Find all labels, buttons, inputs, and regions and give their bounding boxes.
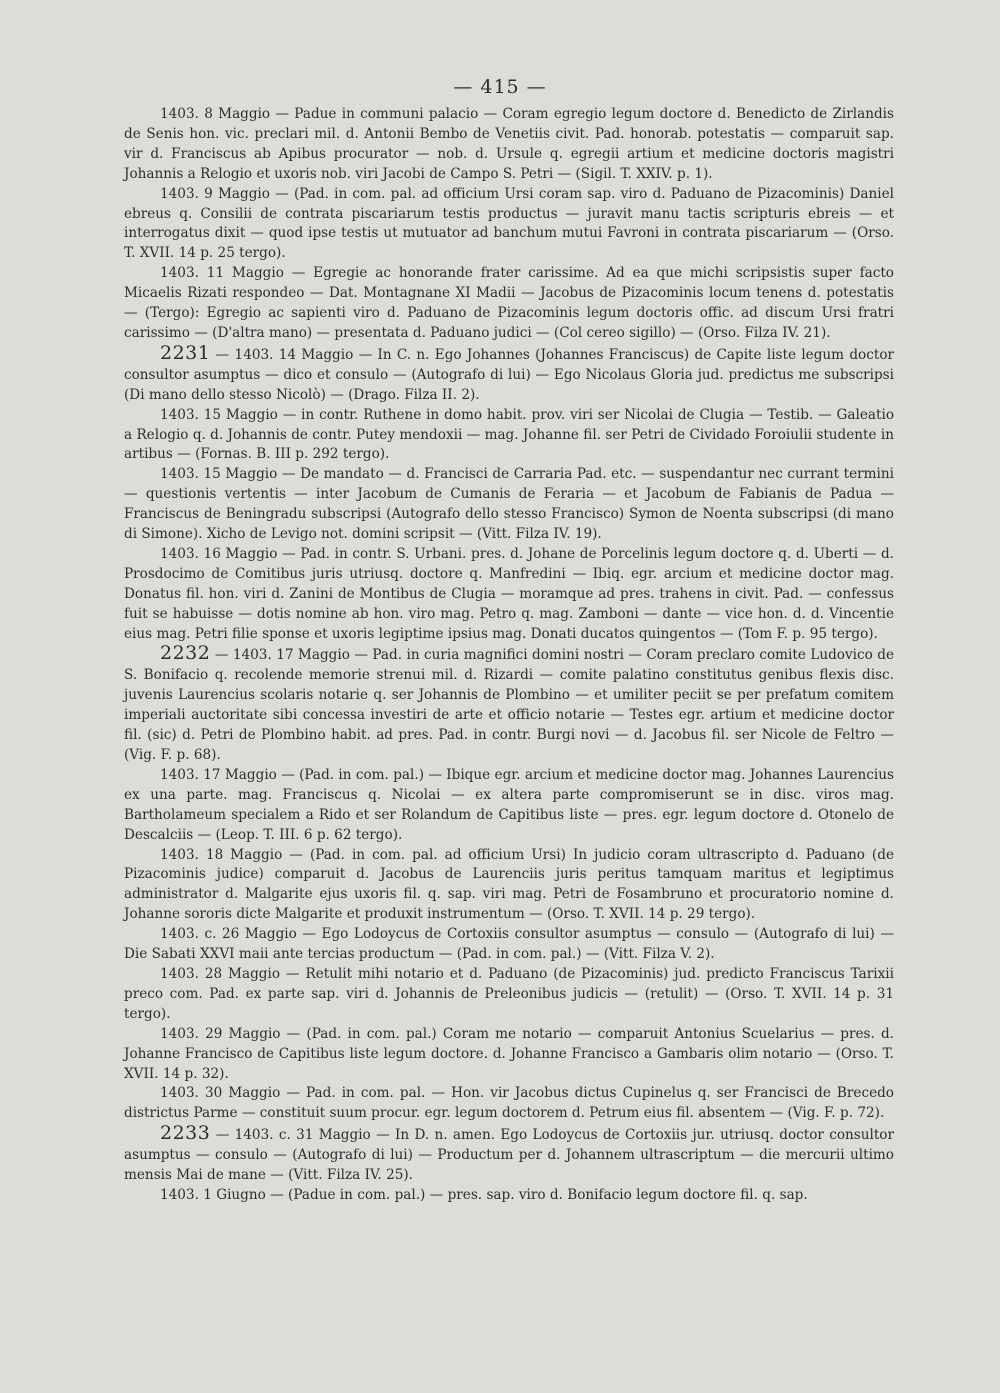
document-entry: 2231 — 1403. 14 Maggio — In C. n. Ego Johannes (Johannes Franciscus) de Capite liste legum doctor consultor asumptus — dico et consulo — (Autografo di lui) — Ego Nicolaus Gloria jud. predictus me subscripsi (Di mano dello stesso Nicolò) — (Drago. Filza II. 2).	[124, 341, 894, 403]
paragraph: 1403. 30 Maggio — Pad. in com. pal. — Hon. vir Jacobus dictus Cupinelus q. ser Francisci de Brecedo districtus Parme — constituit suum procur. egr. legum doctorem d. Petrum eius fil. absentem — (Vig. F. p. 72).	[124, 1085, 894, 1122]
paragraph: 1403. 11 Maggio — Egregie ac honorande frater carissime. Ad ea que michi scripsistis super facto Micaelis Rizati respondeo — Dat. Montagnane XI Madii — Jacobus de Pizacominis locum tenens d. potestatis — (Tergo): Egregio ac sapienti viro d. Paduano de Pizacominis legum doctoris offic. ad discum Ursi fratri carissimo — (D'altra mano) — presentata d. Paduano judici — (Col cereo sigillo) — (Orso. Filza IV. 21).	[124, 265, 894, 341]
document-body	[124, 105, 894, 1206]
paragraph: 1403. 18 Maggio — (Pad. in com. pal. ad officium Ursi) In judicio coram ultrascripto d. Paduano (de Pizacominis judice) comparuit d. Jacobus de Laurenciis juris peritus tamquam maritus et legiptimus administrator d. Malgarite ejus uxoris fil. q. sap. viri mag. Petri de Fosambruno et procuratorio nomine d. Johanne sororis dicte Malgarite et produxit instrumentum — (Orso. T. XVII. 14 p. 29 tergo).	[124, 846, 894, 923]
paragraph: 1403. 28 Maggio — Retulit mihi notario et d. Paduano (de Pizacominis) jud. predicto Franciscus Tarixii preco com. Pad. ex parte sap. viri d. Johannis de Preleonibus judicis — (retulit) — (Orso. T. XVII. 14 p. 31 tergo).	[124, 965, 894, 1022]
paragraph: 1403. 16 Maggio — Pad. in contr. S. Urbani. pres. d. Johane de Porcelinis legum doctore q. d. Uberti — d. Prosdocimo de Comitibus juris utriusq. doctore q. Manfredini — Ibiq. egr. arcium et medicine doctor mag. Donatus fil. hon. viri d. Zanini de Montibus de Clugia — moramque ad pres. trahens in civit. Pad. — confessus fuit se habuisse — dotis nomine ab hon. viro mag. Petro q. mag. Zamboni — dante — vice hon. d. d. Vincentie eius mag. Petri filie sponse et uxoris legiptime ipsius mag. Donati ducatos quingentos — (Tom F. p. 95 tergo).	[124, 545, 894, 642]
paragraph: 1403. 15 Maggio — De mandato — d. Francisci de Carraria Pad. etc. — suspendantur nec currant termini — questionis vertentis — inter Jacobum de Cumanis de Feraria — et Jacobum de Fabianis de Padua — Franciscus de Beningradu subscripsi (Autografo dello stesso Francisco) Symon de Noenta subscripsi (di mano di Simone). Xicho de Levigo not. domini scripsit — (Vitt. Filza IV. 19).	[124, 466, 894, 543]
paragraph: 1403. 9 Maggio — (Pad. in com. pal. ad officium Ursi coram sap. viro d. Paduano de Pizacominis) Daniel ebreus q. Consilii de contrata piscariarum testis productus — juravit manu tactis scripturis ebreis — et interrogatus dixit — quod ipse testis ut mutuator ad banchum mutui Favroni in contrata piscariarum — (Orso. T. XVII. 14 p. 25 tergo).	[124, 185, 894, 262]
document-entry: 2232 — 1403. 17 Maggio — Pad. in curia magnifici domini nostri — Coram preclaro comite Ludovico de S. Bonifacio q. recolende memorie strenui mil. d. Rizardi — comite palatino constitutus genibus flexis disc. juvenis Laurencius scolaris notarie q. ser Johannis de Plombino — et umiliter peciit se per prefatum comitem imperiali auctoritate sibi concessa investiri de arte et officio notarie — Testes egr. artium et medicine doctor fil. (sic) d. Petri de Plombino habit. ad pres. Pad. in contr. Burgi novi — d. Jacobus fil. ser Nicole de Feltro — (Vig. F. p. 68).	[124, 642, 894, 763]
document-entry: 2233 — 1403. c. 31 Maggio — In D. n. amen. Ego Lodoycus de Cortoxiis jur. utriusq. doctor consultor asumptus — consulo — (Autografo di lui) — Productum per d. Johannem ultrascriptum — die mercurii ultimo mensis Mai de mane — (Vitt. Filza IV. 25).	[124, 1122, 894, 1184]
paragraph: 1403. 29 Maggio — (Pad. in com. pal.) Coram me notario — comparuit Antonius Scuelarius — pres. d. Johanne Francisco de Capitibus liste legum doctore. d. Johanne Francisco a Gambaris olim notario — (Orso. T. XVII. 14 p. 32).	[124, 1025, 894, 1082]
document-number: 2233	[160, 1122, 211, 1145]
paragraph: 1403. c. 26 Maggio — Ego Lodoycus de Cortoxiis consultor asumptus — consulo — (Autografo di lui) — Die Sabati XXVI maii ante tercias productum — (Pad. in com. pal.) — (Vitt. Filza V. 2).	[124, 926, 894, 963]
page-number: — 415 —	[453, 76, 547, 98]
document-number: 2231	[160, 341, 211, 364]
paragraph: 1403. 8 Maggio — Padue in communi palacio — Coram egregio legum doctore d. Benedicto de Zirlandis de Senis hon. vic. preclari mil. d. Antonii Bembo de Venetiis civit. Pad. honorab. potestatis — comparuit sap. vir d. Franciscus ab Apibus procurator — nob. d. Ursule q. egregii artium et medicine doctoris magistri Johannis a Relogio et uxoris nob. viri Jacobi de Campo S. Petri — (Sigil. T. XXIV. p. 1).	[124, 106, 894, 182]
paragraph: 1403. 17 Maggio — (Pad. in com. pal.) — Ibique egr. arcium et medicine doctor mag. Johannes Laurencius ex una parte. mag. Franciscus q. Nicolai — ex altera parte compromiserunt se in disc. viros mag. Bartholameum specialem a Rido et ser Rolandum de Capitibus liste — pres. egr. legum doctore d. Otonelo de Descalciis — (Leop. T. III. 6 p. 62 tergo).	[124, 766, 894, 843]
paragraph: 1403. 1 Giugno — (Padue in com. pal.) — pres. sap. viro d. Bonifacio legum doctore fil. q. sap.	[160, 1186, 808, 1203]
document-number: 2232	[160, 642, 211, 665]
paragraph: 1403. 15 Maggio — in contr. Ruthene in domo habit. prov. viri ser Nicolai de Clugia — Testib. — Galeatio a Relogio q. d. Johannis de contr. Putey mendoxii — mag. Johanne fil. ser Petri de Cividado Foroiulii studente in artibus — (Fornas. B. III p. 292 tergo).	[124, 406, 894, 463]
